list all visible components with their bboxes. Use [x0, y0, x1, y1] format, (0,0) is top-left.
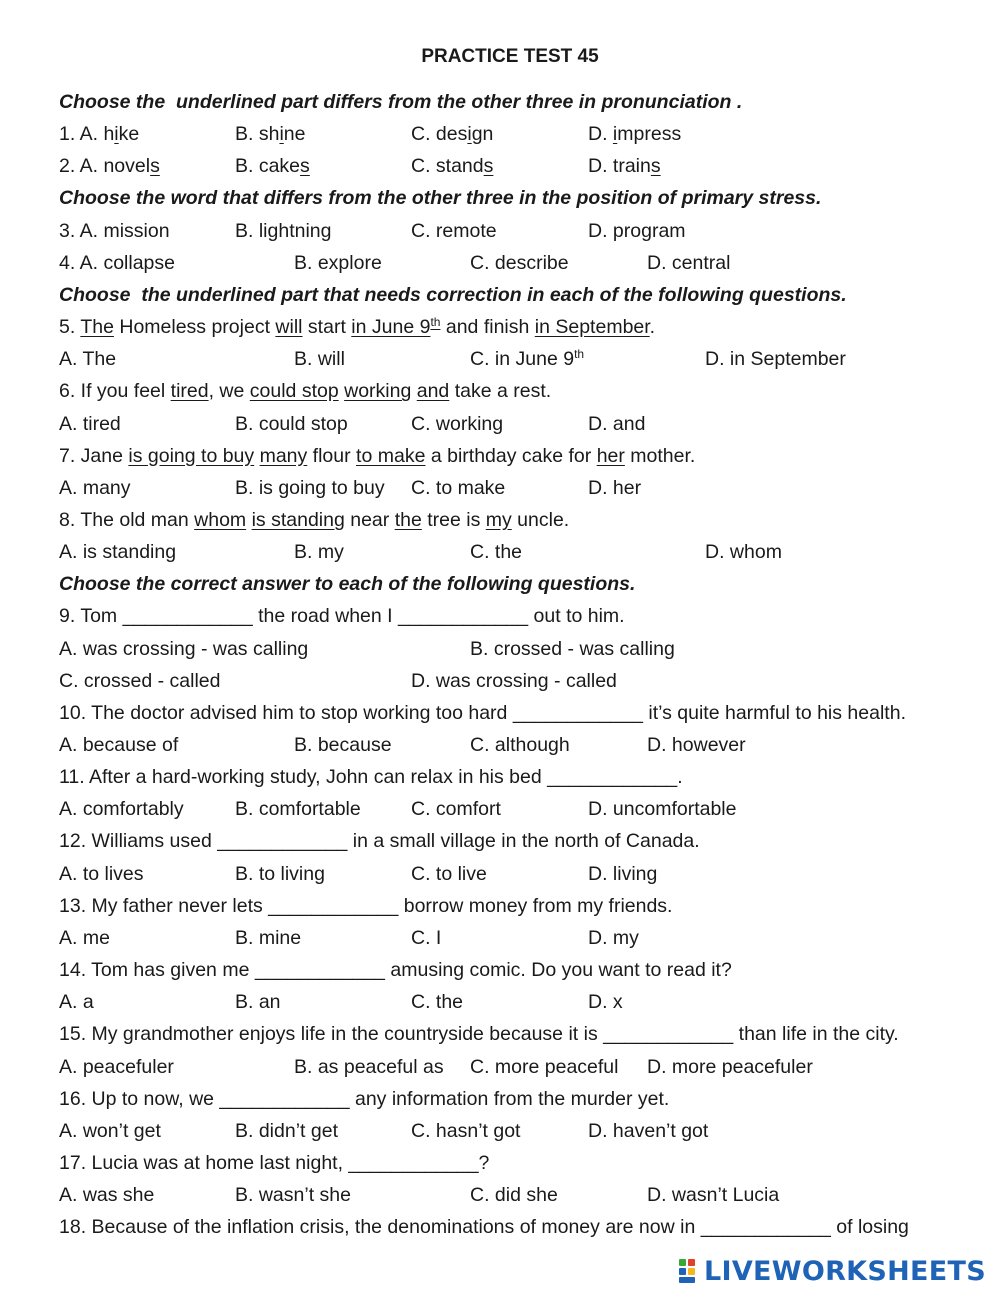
- section-instruction: [59, 283, 847, 307]
- underlined-part: to make: [356, 444, 426, 467]
- text-segment: C. comfort: [411, 798, 501, 821]
- text-segment: Choose the underlined part differs from the other three in pronunciation .: [59, 91, 743, 113]
- underlined-part: is going to buy: [128, 444, 255, 467]
- question-text: [59, 1215, 909, 1239]
- text-segment: A. many: [59, 476, 131, 499]
- answer-option[interactable]: [235, 412, 348, 436]
- question-text: [59, 1022, 899, 1046]
- text-segment: D. x: [588, 991, 623, 1014]
- answer-option[interactable]: [59, 347, 116, 371]
- underlined-part: The: [80, 316, 114, 339]
- text-segment: , we: [208, 380, 250, 403]
- answer-option[interactable]: [235, 926, 301, 950]
- answer-option[interactable]: [470, 347, 584, 371]
- text-segment: 12. Williams used ____________ in a small village in the north of Canada.: [59, 830, 700, 853]
- answer-option[interactable]: [59, 476, 131, 500]
- answer-option[interactable]: [411, 219, 497, 243]
- answer-option[interactable]: [235, 122, 305, 146]
- logo-square-bar: [679, 1277, 695, 1283]
- text-segment: A. a: [59, 991, 94, 1014]
- text-segment: B. comfortable: [235, 798, 361, 821]
- answer-option[interactable]: [294, 540, 344, 564]
- underlined-part: could stop: [249, 380, 339, 403]
- text-segment: mother.: [624, 444, 696, 467]
- answer-option[interactable]: [235, 476, 385, 500]
- answer-option[interactable]: [235, 862, 325, 886]
- question-text: [59, 1087, 669, 1111]
- answer-option[interactable]: [235, 154, 310, 178]
- text-segment: D. and: [588, 412, 646, 435]
- answer-option[interactable]: [588, 862, 657, 886]
- text-segment: A. is standing: [59, 541, 177, 564]
- text-segment: Choose the underlined part that needs correction in each of the following questions.: [59, 283, 847, 306]
- answer-option[interactable]: [59, 1119, 161, 1143]
- text-segment: 7. Jane: [59, 444, 129, 467]
- answer-option[interactable]: [59, 733, 178, 757]
- answer-option[interactable]: [59, 1055, 174, 1079]
- question-text: [59, 508, 569, 532]
- text-segment: 11. After a hard-working study, John can relax in his bed ____________.: [59, 766, 683, 789]
- underlined-part: my: [485, 508, 512, 531]
- text-segment: D. uncomfortable: [588, 798, 737, 821]
- answer-option[interactable]: [411, 122, 493, 146]
- liveworksheets-logo-icon: [678, 1258, 704, 1284]
- text-segment: A. comfortably: [59, 798, 184, 821]
- answer-option[interactable]: [294, 1055, 444, 1079]
- answer-option[interactable]: [411, 476, 505, 500]
- text-segment: gn: [471, 123, 494, 146]
- logo-square-green: [679, 1259, 686, 1266]
- text-segment: C. des: [411, 123, 468, 146]
- section-instruction: [59, 572, 635, 596]
- text-segment: C. although: [470, 734, 570, 756]
- answer-option[interactable]: [588, 154, 661, 178]
- logo-square-yellow: [688, 1268, 695, 1275]
- text-segment: A. was crossing - was calling: [59, 637, 309, 660]
- text-segment: C. did she: [470, 1184, 558, 1207]
- text-segment: ke: [118, 123, 140, 146]
- text-segment: B. wasn’t she: [235, 1184, 351, 1207]
- text-segment: ne: [283, 123, 306, 146]
- text-segment: C. I: [411, 926, 442, 949]
- text-segment: C. to make: [411, 476, 506, 499]
- answer-option[interactable]: [59, 540, 176, 564]
- question-text: [59, 894, 672, 918]
- underlined-part: her: [596, 444, 625, 467]
- text-segment: D. whom: [705, 541, 782, 564]
- text-segment: A. The: [59, 348, 117, 371]
- answer-option[interactable]: [705, 347, 846, 371]
- text-segment: C. remote: [411, 219, 497, 242]
- answer-option[interactable]: [588, 122, 681, 146]
- question-text: [59, 1151, 489, 1175]
- text-segment: 5.: [59, 316, 81, 339]
- text-segment: C. stand: [411, 155, 484, 178]
- underlined-part: whom: [194, 508, 247, 531]
- answer-option[interactable]: [59, 669, 220, 693]
- underlined-part: th: [430, 315, 441, 330]
- section-instruction: [59, 90, 742, 114]
- question-text: [59, 315, 655, 339]
- text-segment: C. working: [411, 412, 504, 435]
- answer-option[interactable]: [235, 219, 331, 243]
- text-segment: 13. My father never lets ____________ borrow money from my friends.: [59, 894, 673, 917]
- text-segment: mpress: [617, 123, 682, 146]
- page-title: PRACTICE TEST 45: [421, 46, 599, 67]
- answer-option[interactable]: [411, 990, 463, 1014]
- answer-option[interactable]: [59, 219, 170, 243]
- answer-option[interactable]: [647, 1055, 813, 1079]
- text-segment: a birthday cake for: [425, 444, 597, 467]
- answer-option[interactable]: [588, 990, 623, 1014]
- text-segment: 4. A. collapse: [59, 251, 175, 274]
- answer-option[interactable]: [647, 733, 746, 757]
- text-segment: B. lightning: [235, 219, 332, 242]
- text-segment: D. central: [647, 251, 731, 274]
- text-segment: B. to living: [235, 862, 325, 885]
- text-segment: take a rest.: [449, 380, 552, 403]
- text-segment: D. however: [647, 734, 746, 756]
- text-segment: C. in June 9: [470, 348, 575, 371]
- answer-option[interactable]: [411, 926, 441, 950]
- text-segment: B. will: [294, 348, 345, 371]
- question-text: [59, 444, 695, 468]
- answer-option[interactable]: [59, 990, 94, 1014]
- answer-option[interactable]: [411, 412, 503, 436]
- text-segment: 17. Lucia was at home last night, ____________?: [59, 1151, 490, 1174]
- text-segment: A. because of: [59, 734, 179, 756]
- text-segment: near: [344, 508, 395, 531]
- underlined-part: s: [150, 155, 160, 178]
- text-segment: D. wasn’t Lucia: [647, 1184, 780, 1207]
- text-segment: D. living: [588, 862, 658, 885]
- logo-square-blue: [679, 1268, 686, 1275]
- text-segment: C. the: [470, 541, 523, 564]
- underlined-part: many: [259, 444, 308, 467]
- answer-option[interactable]: [59, 412, 121, 436]
- answer-option[interactable]: [294, 251, 382, 275]
- answer-option[interactable]: [588, 476, 641, 500]
- question-text: [59, 701, 906, 725]
- text-segment: 14. Tom has given me ____________ amusing comic. Do you want to read it?: [59, 959, 732, 982]
- answer-option[interactable]: [59, 1183, 154, 1207]
- answer-option[interactable]: [588, 797, 737, 821]
- text-segment: B. could stop: [235, 412, 348, 435]
- answer-option[interactable]: [59, 251, 175, 275]
- text-segment: uncle.: [511, 508, 570, 531]
- underlined-part: s: [300, 155, 310, 178]
- text-segment: B. mine: [235, 926, 302, 949]
- text-segment: B. explore: [294, 251, 382, 274]
- text-segment: D. was crossing - called: [411, 669, 617, 692]
- text-segment: D. program: [588, 219, 686, 242]
- text-segment: C. to live: [411, 862, 487, 885]
- text-segment: 10. The doctor advised him to stop working too hard ____________ it’s quite harmful to his health.: [59, 701, 906, 724]
- answer-option[interactable]: [59, 637, 308, 661]
- answer-option[interactable]: [470, 637, 675, 661]
- text-segment: D. in September: [705, 348, 846, 371]
- text-segment: B. because: [294, 734, 392, 756]
- text-segment: D. more peacefuler: [647, 1055, 813, 1078]
- text-segment: Homeless project: [113, 316, 276, 339]
- text-segment: C. describe: [470, 251, 569, 274]
- text-segment: B. crossed - was calling: [470, 637, 675, 660]
- answer-option[interactable]: [411, 154, 493, 178]
- text-segment: 3. A. mission: [59, 219, 170, 242]
- text-segment: 8. The old man: [59, 508, 195, 531]
- answer-option[interactable]: [647, 1183, 779, 1207]
- answer-option[interactable]: [59, 926, 110, 950]
- underlined-part: i: [279, 123, 284, 146]
- underlined-part: i: [114, 123, 119, 146]
- answer-option[interactable]: [411, 1119, 520, 1143]
- underlined-part: and: [416, 380, 450, 403]
- text-segment: Choose the correct answer to each of the following questions.: [59, 573, 636, 596]
- text-segment: A. was she: [59, 1184, 155, 1207]
- answer-option[interactable]: [588, 1119, 708, 1143]
- answer-option[interactable]: [470, 251, 569, 275]
- text-segment: B. cake: [235, 155, 301, 178]
- underlined-part: will: [275, 316, 303, 339]
- answer-option[interactable]: [235, 1183, 351, 1207]
- answer-option[interactable]: [411, 797, 501, 821]
- answer-option[interactable]: [235, 990, 281, 1014]
- underlined-part: s: [650, 155, 661, 178]
- answer-option[interactable]: [588, 412, 645, 436]
- text-segment: C. hasn’t got: [411, 1119, 521, 1142]
- answer-option[interactable]: [59, 154, 160, 178]
- answer-option[interactable]: [588, 926, 639, 950]
- text-segment: A. to lives: [59, 862, 144, 885]
- answer-option[interactable]: [470, 540, 522, 564]
- answer-option[interactable]: [470, 1055, 619, 1079]
- text-segment: A. won’t get: [59, 1119, 161, 1142]
- text-segment: B. my: [294, 541, 344, 564]
- text-segment: A. me: [59, 926, 110, 949]
- logo-square-red: [688, 1259, 695, 1266]
- answer-option[interactable]: [235, 1119, 338, 1143]
- text-segment: 15. My grandmother enjoys life in the countryside because it is ____________ than life in the city.: [59, 1023, 899, 1046]
- text-segment: C. the: [411, 991, 464, 1014]
- question-text: [59, 604, 625, 628]
- underlined-part: s: [483, 155, 494, 178]
- answer-option[interactable]: [59, 122, 139, 146]
- answer-option[interactable]: [411, 862, 487, 886]
- text-segment: 9. Tom ____________ the road when I ____________ out to him.: [59, 605, 625, 628]
- text-segment: D. train: [588, 155, 651, 178]
- question-text: [59, 829, 700, 853]
- logo-text: LIVEWORKSHEETS: [703, 1255, 986, 1287]
- underlined-part: in September: [534, 316, 650, 339]
- text-segment: C. crossed - called: [59, 669, 221, 692]
- text-segment: B. as peaceful as: [294, 1055, 444, 1078]
- answer-option[interactable]: [470, 733, 570, 757]
- answer-option[interactable]: [411, 669, 617, 693]
- answer-option[interactable]: [294, 347, 345, 371]
- underlined-part: i: [612, 123, 618, 146]
- text-segment: B. didn’t get: [235, 1119, 338, 1142]
- text-segment: start: [302, 316, 352, 339]
- answer-option[interactable]: [59, 797, 184, 821]
- text-segment: B. an: [235, 991, 281, 1014]
- answer-option[interactable]: [235, 797, 361, 821]
- underlined-part: is standing: [251, 508, 345, 531]
- question-text: [59, 379, 551, 403]
- text-segment: A. peacefuler: [59, 1055, 174, 1078]
- answer-option[interactable]: [59, 862, 144, 886]
- answer-option[interactable]: [294, 733, 392, 757]
- text-segment: 2. A. novel: [59, 155, 151, 178]
- question-text: [59, 765, 683, 789]
- text-segment: B. sh: [235, 123, 280, 146]
- liveworksheets-logo[interactable]: [678, 1255, 986, 1287]
- text-segment: flour: [307, 444, 357, 467]
- text-segment: D.: [588, 123, 613, 146]
- underlined-part: tired: [170, 380, 209, 403]
- text-segment: 18. Because of the inflation crisis, the denominations of money are now in ____________ of losing: [59, 1216, 909, 1239]
- text-segment: A. tired: [59, 412, 121, 435]
- text-segment: D. my: [588, 926, 639, 949]
- text-segment: and finish: [440, 316, 535, 339]
- text-segment: .: [649, 316, 656, 339]
- answer-option[interactable]: [647, 251, 730, 275]
- text-segment: 6. If you feel: [59, 380, 171, 403]
- text-segment: D. her: [588, 476, 642, 499]
- section-instruction: [59, 186, 821, 210]
- text-segment: 1. A. h: [59, 123, 115, 146]
- underlined-part: working: [344, 380, 412, 403]
- underlined-part: the: [394, 508, 422, 531]
- answer-option[interactable]: [588, 219, 686, 243]
- text-segment: C. more peaceful: [470, 1055, 619, 1078]
- answer-option[interactable]: [705, 540, 782, 564]
- question-text: [59, 958, 732, 982]
- underlined-part: in June 9: [351, 316, 431, 339]
- text-segment: D. haven’t got: [588, 1119, 709, 1142]
- text-segment: Choose the word that differs from the other three in the position of primary stress.: [59, 187, 822, 210]
- answer-option[interactable]: [470, 1183, 558, 1207]
- text-segment: 16. Up to now, we ____________ any information from the murder yet.: [59, 1087, 670, 1110]
- text-segment: th: [574, 347, 585, 362]
- text-segment: B. is going to buy: [235, 476, 385, 499]
- underlined-part: i: [467, 123, 472, 146]
- text-segment: tree is: [421, 508, 486, 531]
